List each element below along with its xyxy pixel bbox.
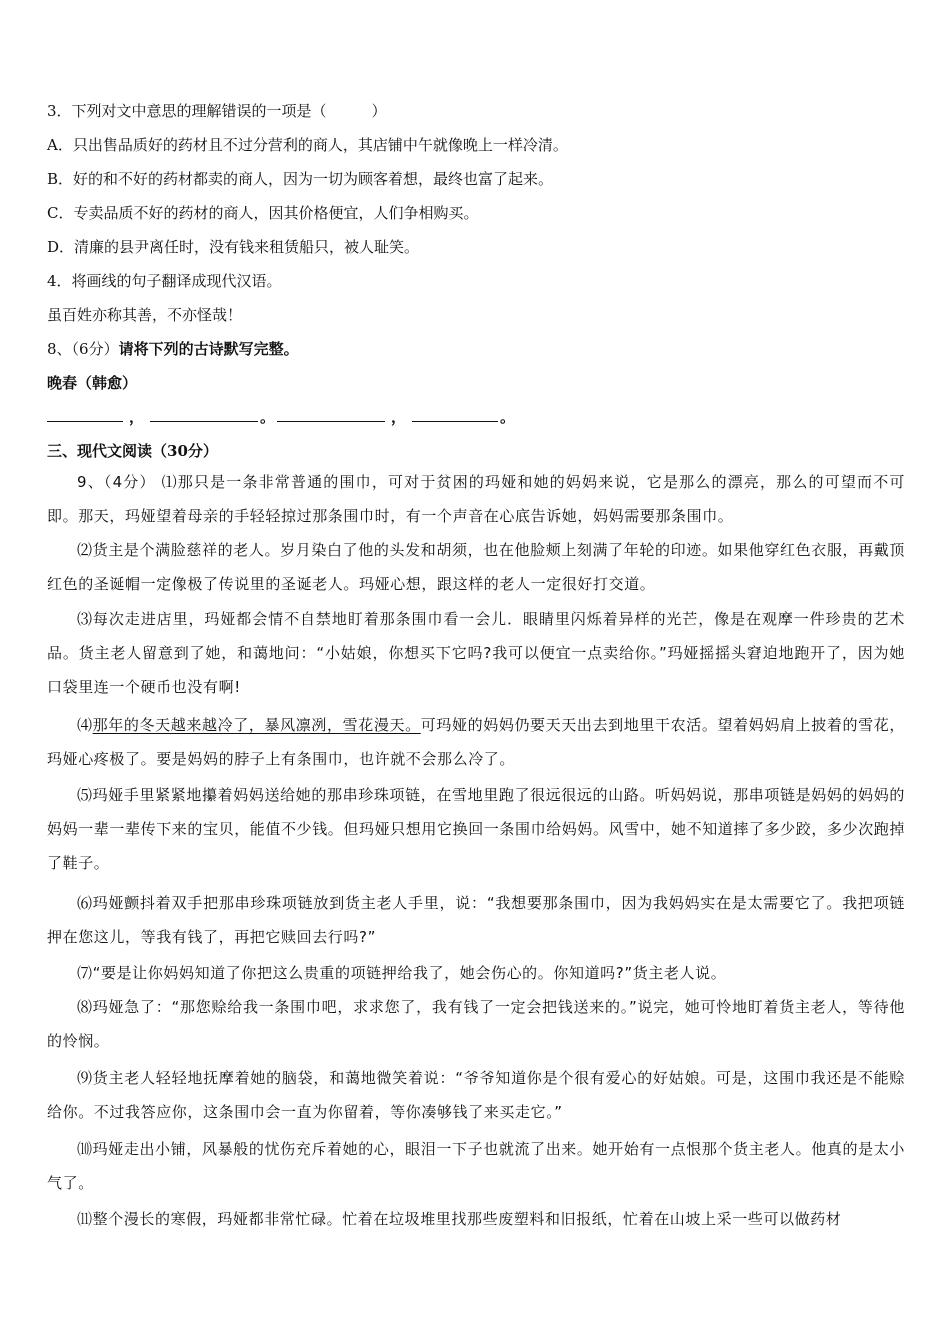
article-paragraph-7: ⑺“要是让你妈妈知道了你把这么贵重的项链押给我了，她会伤心的。你知道吗?”货主老人说。 bbox=[77, 964, 727, 982]
article-paragraph-11: ⑾整个漫长的寒假，玛娅都非常忙碌。忙着在垃圾堆里找那些废塑料和旧报纸，忙着在山坡上采一些可以做药材 bbox=[77, 1210, 842, 1228]
q3-option-d: D．清廉的县尹离任时，没有钱来租赁船只，被人耻笑。 bbox=[47, 238, 420, 256]
article-paragraph-6: ⑹玛娅颤抖着双手把那串珍珠项链放到货主老人手里，说：“我想要那条围巾，因为我妈妈实在是太需要它了。我把项链押在您这儿，等我有钱了，再把它赎回去行吗?” bbox=[47, 894, 905, 946]
article-paragraph-5: ⑸玛娅手里紧紧地攥着妈妈送给她的那串珍珠项链，在雪地里跑了很远很远的山路。听妈妈说，那串项链是妈妈的妈妈的妈妈一辈一辈传下来的宝贝，能值不少钱。但玛娅只想用它换回一条围巾给妈妈。风雪中，她不知道摔了多少跤，多少次跑掉了鞋子。 bbox=[47, 786, 906, 872]
article-paragraph-3: ⑶每次走进店里，玛娅都会情不自禁地盯着那条围巾看一会儿．眼睛里闪烁着异样的光芒，像是在观摩一件珍贵的艺术品。货主老人留意到了她，和蔼地问：“小姑娘，你想买下它吗?我可以便宜一点卖给你。”玛娅摇摇头窘迫地跑开了，因为她口袋里连一个硬币也没有啊! bbox=[47, 610, 905, 696]
q4-sentence: 虽百姓亦称其善，不亦怪哉！ bbox=[47, 306, 243, 324]
article-paragraph-8: ⑻玛娅急了：“那您赊给我一条围巾吧，求求您了，我有钱了一定会把钱送来的。”说完，她可怜地盯着货主老人，等待他的怜悯。 bbox=[47, 998, 905, 1050]
article-paragraph-9: ⑼货主老人轻轻地抚摩着她的脑袋，和蔼地微笑着说：“爷爷知道你是个很有爱心的好姑娘。可是，这围巾我还是不能赊给你。不过我答应你，这条围巾会一直为你留着，等你凑够钱了来买走它。” bbox=[47, 1069, 905, 1121]
poem-blank-3[interactable] bbox=[277, 407, 385, 422]
article-paragraph-1: 9、（4分） ⑴那只是一条非常普通的围巾，可对于贫困的玛娅和她的妈妈来说，它是那么的漂亮，那么的可望而不可即。那天，玛娅望着母亲的手轻轻掠过那条围巾时，有一个声音在心底告诉她，妈妈需要那条围巾。 bbox=[47, 473, 905, 525]
q3-option-a: A．只出售品质好的药材且不过分营利的商人，其店铺中午就像晚上一样冷清。 bbox=[47, 136, 568, 154]
q4-stem: 4．将画线的句子翻译成现代汉语。 bbox=[47, 272, 282, 290]
q8-heading bbox=[47, 339, 907, 359]
q8-instruction: 请将下列的古诗默写完整。 bbox=[118, 340, 299, 358]
poem-period-1: 。 bbox=[260, 408, 276, 426]
q3-option-b: B．好的和不好的药材都卖的商人，因为一切为顾客着想，最终也富了起来。 bbox=[47, 170, 554, 188]
poem-comma-2: ， bbox=[391, 408, 407, 426]
article-paragraph-4: ⑷那年的冬天越来越冷了，暴风凛冽，雪花漫天。可玛娅的妈妈仍要天天出去到地里干农活。望着妈妈肩上披着的雪花，玛娅心疼极了。要是妈妈的脖子上有条围巾，也许就不会那么冷了。 bbox=[47, 716, 905, 768]
q3-stem: 3．下列对文中意思的理解错误的一项是（ ） bbox=[47, 102, 387, 120]
article-paragraph-10: ⑽玛娅走出小铺，风暴般的忧伤充斥着她的心，眼泪一下子也就流了出来。她开始有一点恨那个货主老人。他真的是太小气了。 bbox=[47, 1140, 905, 1192]
poem-blank-4[interactable] bbox=[412, 407, 498, 422]
poem-blank-2[interactable] bbox=[150, 407, 258, 422]
article-paragraph-2: ⑵货主是个满脸慈祥的老人。岁月染白了他的头发和胡须，也在他脸颊上刻满了年轮的印迹。如果他穿红色衣服，再戴顶红色的圣诞帽一定像极了传说里的圣诞老人。玛娅心想，跟这样的老人一定很好打交道。 bbox=[47, 541, 905, 593]
poem-title: 晚春（韩愈） bbox=[47, 374, 138, 392]
section-heading: 三、现代文阅读（30分） bbox=[47, 442, 218, 460]
q8-number: 8、（6分） bbox=[47, 340, 119, 358]
underlined-sentence: 那年的冬天越来越冷了，暴风凛冽，雪花漫天。 bbox=[92, 716, 421, 734]
poem-blank-1[interactable] bbox=[47, 407, 123, 422]
poem-period-2: 。 bbox=[500, 408, 516, 426]
poem-blanks bbox=[47, 407, 907, 427]
q3-option-c: C．专卖品质不好的药材的商人，因其价格便宜，人们争相购买。 bbox=[47, 204, 479, 222]
poem-comma-1: ， bbox=[129, 408, 145, 426]
